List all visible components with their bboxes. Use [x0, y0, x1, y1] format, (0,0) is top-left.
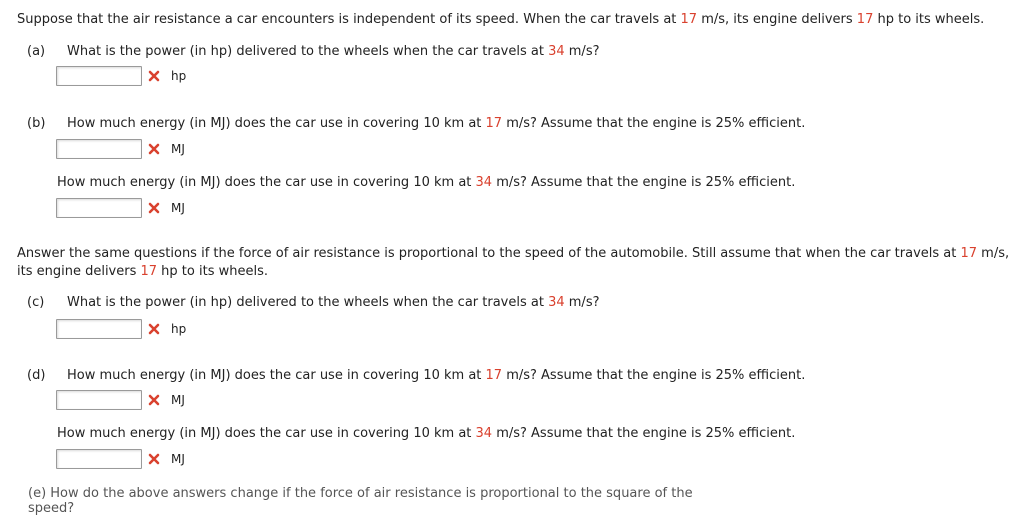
x-mark-icon [147, 142, 161, 156]
part-b-sub-question [57, 174, 795, 192]
part-b-label: (b) [27, 116, 46, 131]
part-d-sub-answer-input[interactable] [56, 449, 142, 469]
part-a-label: (a) [27, 44, 46, 59]
part-c-answer-row [56, 318, 186, 340]
part-a-question [27, 43, 600, 61]
cutoff-text: (e) How do the above answers change if the force of air resistance is proportional to the square of the speed? [28, 486, 693, 516]
part-d-label: (d) [27, 368, 46, 383]
part-d-sub-answer-row [56, 448, 185, 470]
question-text: How much energy (in MJ) does the car use in covering 10 km at [57, 426, 476, 441]
second-intro-power: 17 [140, 264, 158, 279]
part-b-answer-input[interactable] [56, 139, 142, 159]
question-speed: 34 [475, 426, 493, 441]
question-text: m/s? Assume that the engine is 25% efficient. [492, 426, 796, 441]
question-speed: 34 [548, 295, 565, 310]
second-intro-text: Answer the same questions if the force of air resistance is proportional to the speed of the automobile. Still assume that when the car travels at [17, 246, 961, 261]
intro-power: 17 [856, 12, 874, 27]
x-mark-icon [147, 452, 161, 466]
cutoff-next-question [28, 486, 728, 516]
intro-text-part: m/s, its engine delivers [697, 12, 857, 27]
second-intro-text: its engine delivers [17, 264, 141, 279]
x-mark-icon [147, 393, 161, 407]
part-d-unit: MJ [171, 393, 185, 407]
intro-text [17, 11, 984, 29]
part-b-unit: MJ [171, 142, 185, 156]
part-a-answer-input[interactable] [56, 66, 142, 86]
part-a-answer-row [56, 65, 186, 87]
second-intro-line-1 [17, 245, 1009, 263]
part-d-sub-unit: MJ [171, 452, 185, 466]
second-intro-text: m/s, [977, 246, 1010, 261]
x-mark-icon [147, 201, 161, 215]
part-b-sub-answer-input[interactable] [56, 198, 142, 218]
question-text: How much energy (in MJ) does the car use in covering 10 km at [67, 368, 486, 383]
part-d-answer-input[interactable] [56, 390, 142, 410]
question-speed: 17 [485, 116, 503, 131]
part-d-answer-row [56, 389, 185, 411]
second-intro-speed: 17 [960, 246, 978, 261]
part-c-unit: hp [171, 322, 187, 336]
question-text: m/s? Assume that the engine is 25% efficient. [502, 368, 806, 383]
question-text: m/s? [564, 295, 600, 310]
question-text: What is the power (in hp) delivered to the wheels when the car travels at [67, 295, 549, 310]
intro-speed: 17 [680, 12, 698, 27]
part-b-question [27, 115, 805, 133]
part-d-question [27, 367, 805, 385]
question-speed: 34 [548, 44, 565, 59]
question-text: m/s? [564, 44, 600, 59]
part-c-answer-input[interactable] [56, 319, 142, 339]
second-intro-line-2 [17, 263, 268, 281]
question-speed: 17 [485, 368, 503, 383]
question-speed: 34 [475, 175, 493, 190]
question-text: m/s? Assume that the engine is 25% efficient. [502, 116, 806, 131]
intro-text-part: hp to its wheels. [873, 12, 985, 27]
x-mark-icon [147, 322, 161, 336]
question-text: How much energy (in MJ) does the car use in covering 10 km at [67, 116, 486, 131]
question-text: How much energy (in MJ) does the car use in covering 10 km at [57, 175, 476, 190]
intro-text-part: Suppose that the air resistance a car encounters is independent of its speed. When the car travels at [17, 12, 681, 27]
second-intro-text: hp to its wheels. [157, 264, 268, 279]
part-b-sub-answer-row [56, 197, 185, 219]
part-c-label: (c) [27, 295, 45, 310]
part-b-answer-row [56, 138, 185, 160]
question-text: What is the power (in hp) delivered to the wheels when the car travels at [67, 44, 549, 59]
question-text: m/s? Assume that the engine is 25% efficient. [492, 175, 796, 190]
x-mark-icon [147, 69, 161, 83]
part-d-sub-question [57, 425, 795, 443]
part-b-sub-unit: MJ [171, 201, 185, 215]
part-c-question [27, 294, 600, 312]
part-a-unit: hp [171, 69, 187, 83]
